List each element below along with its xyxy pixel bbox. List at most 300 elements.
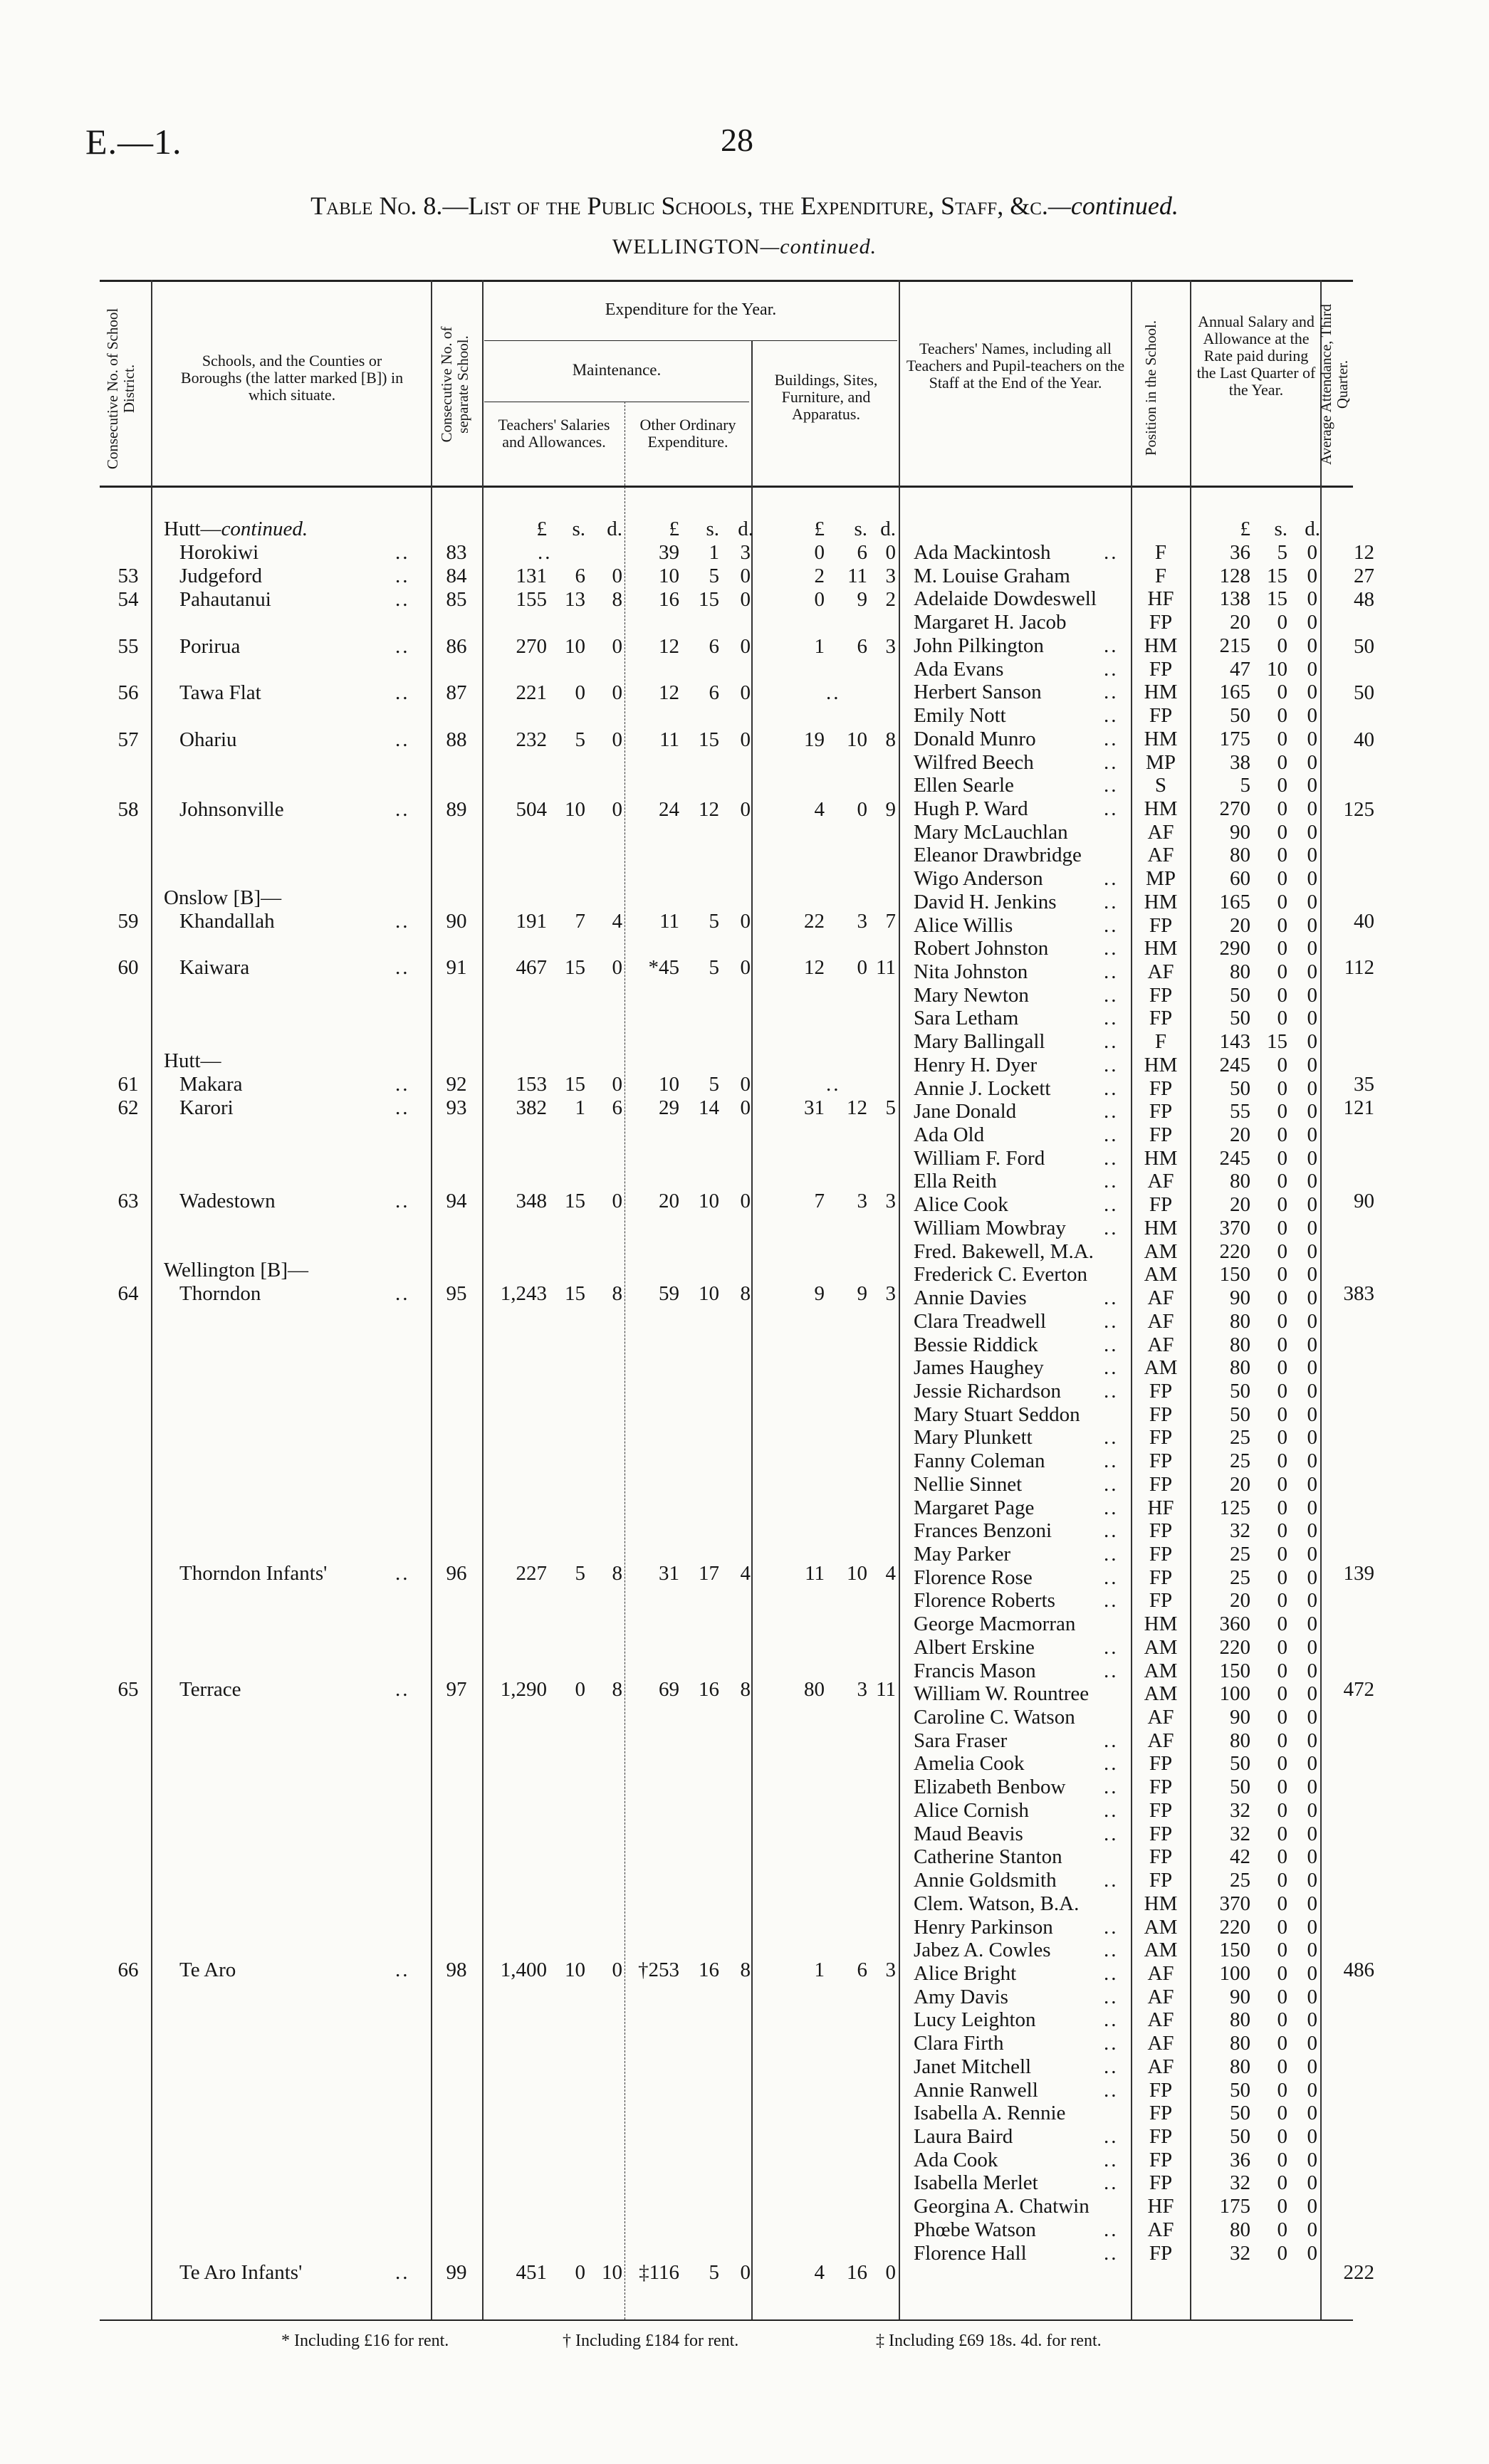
salary-pence: 0 — [1307, 1589, 1317, 1613]
teacher-name: Albert Erskine — [914, 1635, 1035, 1659]
salary-pounds: 360 — [1219, 1613, 1250, 1636]
teacher-name: David H. Jenkins — [914, 890, 1057, 913]
school-no: 95 — [446, 1282, 467, 1305]
currency-d: d. — [1305, 518, 1320, 540]
teacher-name: M. Louise Graham — [914, 564, 1070, 587]
salary-pence: 0 — [1307, 1216, 1317, 1239]
school-no: 96 — [446, 1562, 467, 1585]
salary-pence: 0 — [1307, 1263, 1317, 1286]
salary-pence: 0 — [1307, 1613, 1317, 1636]
other-shillings: 15 — [699, 588, 719, 611]
teacher-dots: .. — [1104, 1496, 1119, 1519]
salary-pounds: 36 — [1230, 541, 1250, 564]
salary-shillings: 0 — [1277, 1519, 1287, 1543]
salaries-pence: 10 — [602, 2261, 622, 2284]
salary-pounds: 80 — [1230, 2055, 1250, 2078]
salary-pounds: 80 — [1230, 960, 1250, 983]
teacher-name: Nellie Sinnet — [914, 1472, 1023, 1496]
salary-pence: 0 — [1307, 2218, 1317, 2241]
salaries-pounds: 131 — [516, 565, 547, 587]
teacher-name: Amelia Cook — [914, 1752, 1025, 1776]
teacher-position: FP — [1149, 1426, 1173, 1449]
teacher-name: Mary Plunkett — [914, 1426, 1033, 1449]
salary-pence: 0 — [1307, 2195, 1317, 2218]
salary-pence: 0 — [1307, 1682, 1317, 1706]
salary-pence: 0 — [1307, 890, 1317, 913]
teacher-position: HF — [1147, 2195, 1174, 2218]
other-pence: 0 — [740, 728, 751, 751]
salary-pounds: 50 — [1230, 704, 1250, 727]
other-shillings: 5 — [709, 565, 719, 587]
salary-pence: 0 — [1307, 1053, 1317, 1076]
teacher-dots: .. — [1104, 1961, 1119, 1985]
salaries-pence: 8 — [612, 1678, 622, 1701]
other-pounds: 31 — [659, 1562, 679, 1585]
school-name: Tawa Flat — [179, 681, 261, 704]
school-dots: .. — [395, 1096, 410, 1119]
teacher-position: FP — [1149, 2102, 1173, 2125]
salary-pence: 0 — [1307, 1892, 1317, 1915]
salary-pounds: 50 — [1230, 2125, 1250, 2148]
salary-pence: 0 — [1307, 1449, 1317, 1473]
salaries-pounds: 382 — [516, 1096, 547, 1119]
teacher-dots: .. — [1104, 983, 1119, 1007]
teacher-name: Margaret H. Jacob — [914, 611, 1067, 634]
salary-pence: 0 — [1307, 750, 1317, 774]
salary-pence: 0 — [1307, 681, 1317, 704]
teacher-position: FP — [1149, 1007, 1173, 1030]
teacher-name: Wigo Anderson — [914, 867, 1043, 891]
teacher-name: John Pilkington — [914, 634, 1044, 657]
attendance: 90 — [1354, 1190, 1374, 1212]
buildings-pounds: 31 — [804, 1096, 825, 1119]
buildings-pence: 0 — [885, 541, 896, 564]
buildings-pounds: 1 — [814, 635, 825, 658]
other-pence: 0 — [740, 565, 751, 587]
salary-pounds: 32 — [1230, 1798, 1250, 1822]
teacher-position: AF — [1147, 1170, 1174, 1193]
buildings-pence: 9 — [885, 798, 896, 821]
buildings-dots: .. — [826, 1073, 841, 1096]
salaries-pence: 0 — [612, 681, 622, 704]
salary-shillings: 0 — [1277, 1496, 1287, 1519]
other-pounds: 24 — [659, 798, 679, 821]
teacher-dots: .. — [1104, 2125, 1119, 2148]
school-name: Thorndon Infants' — [179, 1562, 328, 1585]
teacher-dots: .. — [1104, 2218, 1119, 2241]
teacher-dots: .. — [1104, 1030, 1119, 1054]
salaries-pounds: 451 — [516, 2261, 547, 2284]
teacher-dots: .. — [1104, 1822, 1119, 1845]
district-no: 53 — [117, 565, 139, 587]
school-dots: .. — [395, 910, 410, 933]
salary-pounds: 370 — [1219, 1892, 1250, 1915]
salary-shillings: 0 — [1277, 1776, 1287, 1799]
teacher-dots: .. — [1104, 960, 1119, 983]
other-pence: 0 — [740, 1190, 751, 1212]
salary-pounds: 143 — [1219, 1030, 1250, 1054]
currency-pound: £ — [1240, 518, 1250, 540]
other-shillings: 10 — [699, 1282, 719, 1305]
page-number: 28 — [721, 122, 753, 158]
salary-shillings: 0 — [1277, 1403, 1287, 1426]
school-dots: .. — [395, 588, 410, 611]
buildings-pence: 11 — [876, 956, 896, 979]
teacher-position: AM — [1144, 1239, 1178, 1263]
teacher-position: HM — [1144, 797, 1178, 820]
other-pounds: 69 — [659, 1678, 679, 1701]
salary-pence: 0 — [1307, 1100, 1317, 1123]
currency-pound: £ — [536, 518, 547, 540]
salary-shillings: 0 — [1277, 1798, 1287, 1822]
salary-pence: 0 — [1307, 2008, 1317, 2032]
salary-pounds: 25 — [1230, 1869, 1250, 1892]
teacher-position: AF — [1147, 960, 1174, 983]
teacher-dots: .. — [1104, 1286, 1119, 1309]
salary-pounds: 60 — [1230, 867, 1250, 891]
buildings-pence: 3 — [885, 635, 896, 658]
salaries-pounds: 348 — [516, 1190, 547, 1212]
other-pence: 3 — [740, 541, 751, 564]
teacher-dots: .. — [1104, 913, 1119, 937]
salary-pence: 0 — [1307, 2102, 1317, 2125]
salary-shillings: 0 — [1277, 913, 1287, 937]
teacher-position: AM — [1144, 1263, 1178, 1286]
school-name: Te Aro — [179, 1959, 236, 1981]
teacher-dots: .. — [1104, 1939, 1119, 1962]
teacher-position: AF — [1147, 1309, 1174, 1333]
salary-pounds: 20 — [1230, 1472, 1250, 1496]
teacher-name: Ella Reith — [914, 1170, 997, 1193]
buildings-shillings: 3 — [857, 1678, 867, 1701]
header-buildings: Buildings, Sites, Furniture, and Apparatus. — [774, 371, 878, 423]
salaries-pounds: 153 — [516, 1073, 547, 1096]
salary-pence: 0 — [1307, 587, 1317, 611]
buildings-shillings: 6 — [857, 541, 867, 564]
other-pounds: 39 — [659, 541, 679, 564]
salaries-shillings: 0 — [575, 2261, 585, 2284]
salaries-shillings: 10 — [565, 1959, 585, 1981]
teacher-position: AM — [1144, 1659, 1178, 1682]
teacher-name: Isabella A. Rennie — [914, 2102, 1066, 2125]
teacher-dots: .. — [1104, 1985, 1119, 2008]
teacher-position: FP — [1149, 1869, 1173, 1892]
other-pounds: 20 — [659, 1190, 679, 1212]
other-pounds: †253 — [638, 1959, 679, 1981]
attendance: 472 — [1343, 1678, 1374, 1701]
header-annual: Annual Salary and Allowance at the Rate paid during the Last Quarter of the Year. — [1196, 313, 1316, 399]
teacher-name: Georgina A. Chatwin — [914, 2195, 1090, 2218]
school-no: 86 — [446, 635, 467, 658]
salary-shillings: 0 — [1277, 704, 1287, 727]
teacher-position: MP — [1146, 750, 1176, 774]
salary-pounds: 175 — [1219, 2195, 1250, 2218]
district-no: 56 — [117, 681, 139, 704]
salary-pounds: 128 — [1219, 564, 1250, 587]
salary-shillings: 0 — [1277, 1682, 1287, 1706]
salary-shillings: 0 — [1277, 2078, 1287, 2102]
salary-pence: 0 — [1307, 2241, 1317, 2265]
attendance: 12 — [1354, 541, 1374, 564]
teacher-name: Florence Hall — [914, 2241, 1027, 2265]
salaries-pounds: 1,290 — [500, 1678, 547, 1701]
salary-shillings: 0 — [1277, 1635, 1287, 1659]
teacher-dots: .. — [1104, 1729, 1119, 1752]
district-no: 66 — [117, 1959, 139, 1981]
teacher-dots: .. — [1104, 1053, 1119, 1076]
salaries-shillings: 10 — [565, 798, 585, 821]
teacher-position: F — [1154, 1030, 1167, 1054]
school-no: 94 — [446, 1190, 467, 1212]
buildings-shillings: 9 — [857, 588, 867, 611]
teacher-position: FP — [1149, 1472, 1173, 1496]
teacher-name: Francis Mason — [914, 1659, 1036, 1682]
page-id: E.—1. — [85, 122, 182, 162]
salaries-pence: 6 — [612, 1096, 622, 1119]
teacher-name: Frances Benzoni — [914, 1519, 1052, 1543]
teacher-dots: .. — [1104, 2008, 1119, 2032]
salaries-pounds: 270 — [516, 635, 547, 658]
salary-shillings: 0 — [1277, 1543, 1287, 1566]
teacher-dots: .. — [1104, 2055, 1119, 2078]
salary-shillings: 0 — [1277, 1985, 1287, 2008]
salary-pence: 0 — [1307, 1170, 1317, 1193]
salary-pounds: 25 — [1230, 1426, 1250, 1449]
other-pounds: 10 — [659, 1073, 679, 1096]
district-no: 54 — [117, 588, 139, 611]
buildings-shillings: 16 — [847, 2261, 867, 2284]
salary-pence: 0 — [1307, 1356, 1317, 1380]
school-no: 93 — [446, 1096, 467, 1119]
teacher-dots: .. — [1104, 1635, 1119, 1659]
other-shillings: 5 — [709, 956, 719, 979]
teacher-name: Annie J. Lockett — [914, 1076, 1051, 1100]
salary-pounds: 32 — [1230, 2171, 1250, 2195]
teacher-name: Annie Davies — [914, 1286, 1027, 1309]
school-name: Wadestown — [179, 1190, 276, 1212]
salary-pence: 0 — [1307, 1798, 1317, 1822]
other-shillings: 6 — [709, 635, 719, 658]
teacher-dots: .. — [1104, 1333, 1119, 1356]
teacher-dots: .. — [1104, 1379, 1119, 1403]
salary-pounds: 36 — [1230, 2148, 1250, 2171]
salary-shillings: 0 — [1277, 1706, 1287, 1729]
other-shillings: 16 — [699, 1959, 719, 1981]
teacher-name: Henry H. Dyer — [914, 1053, 1038, 1076]
teacher-name: Mary Ballingall — [914, 1030, 1045, 1054]
teacher-position: FP — [1149, 1076, 1173, 1100]
salaries-pence: 0 — [612, 798, 622, 821]
school-dots: .. — [395, 728, 410, 751]
attendance: 35 — [1354, 1073, 1374, 1096]
salary-shillings: 0 — [1277, 2218, 1287, 2241]
district-no: 58 — [117, 798, 139, 821]
salary-pounds: 20 — [1230, 1589, 1250, 1613]
other-pounds: 29 — [659, 1096, 679, 1119]
teacher-dots: .. — [1104, 704, 1119, 727]
salary-pounds: 90 — [1230, 1286, 1250, 1309]
teacher-name: Alice Cook — [914, 1193, 1008, 1217]
salary-shillings: 0 — [1277, 890, 1287, 913]
salary-pence: 0 — [1307, 820, 1317, 844]
salary-shillings: 0 — [1277, 2032, 1287, 2055]
salary-pounds: 125 — [1219, 1496, 1250, 1519]
teacher-position: FP — [1149, 1798, 1173, 1822]
teacher-name: Laura Baird — [914, 2125, 1013, 2148]
other-shillings: 5 — [709, 1073, 719, 1096]
buildings-pence: 0 — [885, 2261, 896, 2284]
school-name: Horokiwi — [179, 541, 259, 564]
salary-shillings: 0 — [1277, 844, 1287, 867]
header-consec-district: Consecutive No. of School District. — [104, 308, 137, 470]
salaries-pounds: 232 — [516, 728, 547, 751]
salary-pence: 0 — [1307, 564, 1317, 587]
teacher-name: Mary Newton — [914, 983, 1029, 1007]
other-pence: 0 — [740, 681, 751, 704]
salary-shillings: 0 — [1277, 681, 1287, 704]
other-shillings: 12 — [699, 798, 719, 821]
school-dots: .. — [395, 565, 410, 587]
teacher-name: Henry Parkinson — [914, 1915, 1053, 1939]
salary-pence: 0 — [1307, 1123, 1317, 1146]
teacher-name: Clara Firth — [914, 2032, 1004, 2055]
salaries-pence: 0 — [612, 728, 622, 751]
other-shillings: 5 — [709, 2261, 719, 2284]
buildings-pence: 7 — [885, 910, 896, 933]
buildings-pence: 2 — [885, 588, 896, 611]
salaries-pence: 8 — [612, 1562, 622, 1585]
salary-shillings: 0 — [1277, 1053, 1287, 1076]
attendance: 50 — [1354, 681, 1374, 704]
salaries-shillings: 5 — [575, 1562, 585, 1585]
header-position: Position in the School. — [1142, 320, 1159, 456]
teacher-position: FP — [1149, 2171, 1173, 2195]
salary-pence: 0 — [1307, 1146, 1317, 1170]
teacher-position: FP — [1149, 913, 1173, 937]
attendance: 27 — [1354, 565, 1374, 587]
other-pence: 0 — [740, 1073, 751, 1096]
salaries-pounds: 155 — [516, 588, 547, 611]
school-name: Terrace — [179, 1678, 241, 1701]
salary-pounds: 220 — [1219, 1635, 1250, 1659]
salaries-dots: .. — [538, 541, 553, 564]
teacher-position: FP — [1149, 1193, 1173, 1217]
salary-shillings: 0 — [1277, 1472, 1287, 1496]
other-pence: 4 — [740, 1562, 751, 1585]
other-shillings: 15 — [699, 728, 719, 751]
teacher-position: FP — [1149, 1752, 1173, 1776]
teacher-dots: .. — [1104, 1123, 1119, 1146]
teacher-position: HM — [1144, 1053, 1178, 1076]
currency-s: s. — [854, 518, 867, 540]
buildings-dots: .. — [826, 681, 841, 704]
salary-pence: 0 — [1307, 1869, 1317, 1892]
teacher-name: William W. Rountree — [914, 1682, 1090, 1706]
teacher-position: HM — [1144, 1216, 1178, 1239]
teacher-position: AF — [1147, 1729, 1174, 1752]
salary-pounds: 370 — [1219, 1216, 1250, 1239]
salary-shillings: 0 — [1277, 1822, 1287, 1845]
other-shillings: 10 — [699, 1190, 719, 1212]
buildings-pence: 3 — [885, 1190, 896, 1212]
salary-pounds: 220 — [1219, 1915, 1250, 1939]
salary-pence: 0 — [1307, 727, 1317, 750]
attendance: 50 — [1354, 635, 1374, 658]
salary-shillings: 0 — [1277, 1589, 1287, 1613]
teacher-dots: .. — [1104, 890, 1119, 913]
salary-pence: 0 — [1307, 797, 1317, 820]
salary-pounds: 25 — [1230, 1566, 1250, 1589]
teacher-position: FP — [1149, 1822, 1173, 1845]
header-salaries: Teachers' Salaries and Allowances. — [498, 416, 610, 451]
salary-pence: 0 — [1307, 1845, 1317, 1869]
other-pounds: 12 — [659, 681, 679, 704]
salary-shillings: 10 — [1267, 657, 1287, 681]
salary-pence: 0 — [1307, 1706, 1317, 1729]
salary-shillings: 0 — [1277, 1216, 1287, 1239]
salary-pounds: 150 — [1219, 1263, 1250, 1286]
teacher-position: FP — [1149, 1123, 1173, 1146]
teacher-name: George Macmorran — [914, 1613, 1076, 1636]
salary-shillings: 0 — [1277, 774, 1287, 797]
teacher-position: FP — [1149, 1776, 1173, 1799]
salary-pounds: 80 — [1230, 2218, 1250, 2241]
caption-suffix: —continued. — [1047, 192, 1179, 220]
teacher-name: Ellen Searle — [914, 774, 1014, 797]
teacher-dots: .. — [1104, 937, 1119, 960]
school-dots: .. — [395, 1073, 410, 1096]
salary-pence: 0 — [1307, 2078, 1317, 2102]
buildings-shillings: 6 — [857, 1959, 867, 1981]
salary-pounds: 50 — [1230, 2078, 1250, 2102]
salary-pounds: 80 — [1230, 2008, 1250, 2032]
teacher-position: FP — [1149, 1589, 1173, 1613]
buildings-shillings: 6 — [857, 635, 867, 658]
salary-pounds: 42 — [1230, 1845, 1250, 1869]
salary-shillings: 0 — [1277, 1146, 1287, 1170]
teacher-name: Margaret Page — [914, 1496, 1035, 1519]
salary-pounds: 80 — [1230, 1729, 1250, 1752]
teacher-dots: .. — [1104, 634, 1119, 657]
col-rule-6 — [899, 280, 900, 2319]
other-pounds: 12 — [659, 635, 679, 658]
district-no: 57 — [117, 728, 139, 751]
salary-shillings: 0 — [1277, 1845, 1287, 1869]
salaries-shillings: 13 — [565, 588, 585, 611]
salary-pence: 0 — [1307, 611, 1317, 634]
salaries-shillings: 15 — [565, 1282, 585, 1305]
salary-pence: 0 — [1307, 657, 1317, 681]
salary-pence: 0 — [1307, 774, 1317, 797]
attendance: 383 — [1343, 1282, 1374, 1305]
salary-shillings: 0 — [1277, 1100, 1287, 1123]
teacher-position: AF — [1147, 2055, 1174, 2078]
other-pence: 8 — [740, 1678, 751, 1701]
salary-shillings: 0 — [1277, 750, 1287, 774]
teacher-position: AM — [1144, 1915, 1178, 1939]
teacher-dots: .. — [1104, 2171, 1119, 2195]
salary-pence: 0 — [1307, 1239, 1317, 1263]
header-other: Other Ordinary Expenditure. — [639, 416, 736, 451]
salary-pounds: 50 — [1230, 2102, 1250, 2125]
teacher-position: FP — [1149, 1100, 1173, 1123]
salaries-pence: 0 — [612, 1959, 622, 1981]
teacher-name: Fred. Bakewell, M.A. — [914, 1239, 1094, 1263]
district-no: 61 — [117, 1073, 139, 1096]
header-bottom-rule — [100, 486, 1353, 488]
teacher-position: AF — [1147, 1706, 1174, 1729]
school-dots: .. — [395, 1282, 410, 1305]
